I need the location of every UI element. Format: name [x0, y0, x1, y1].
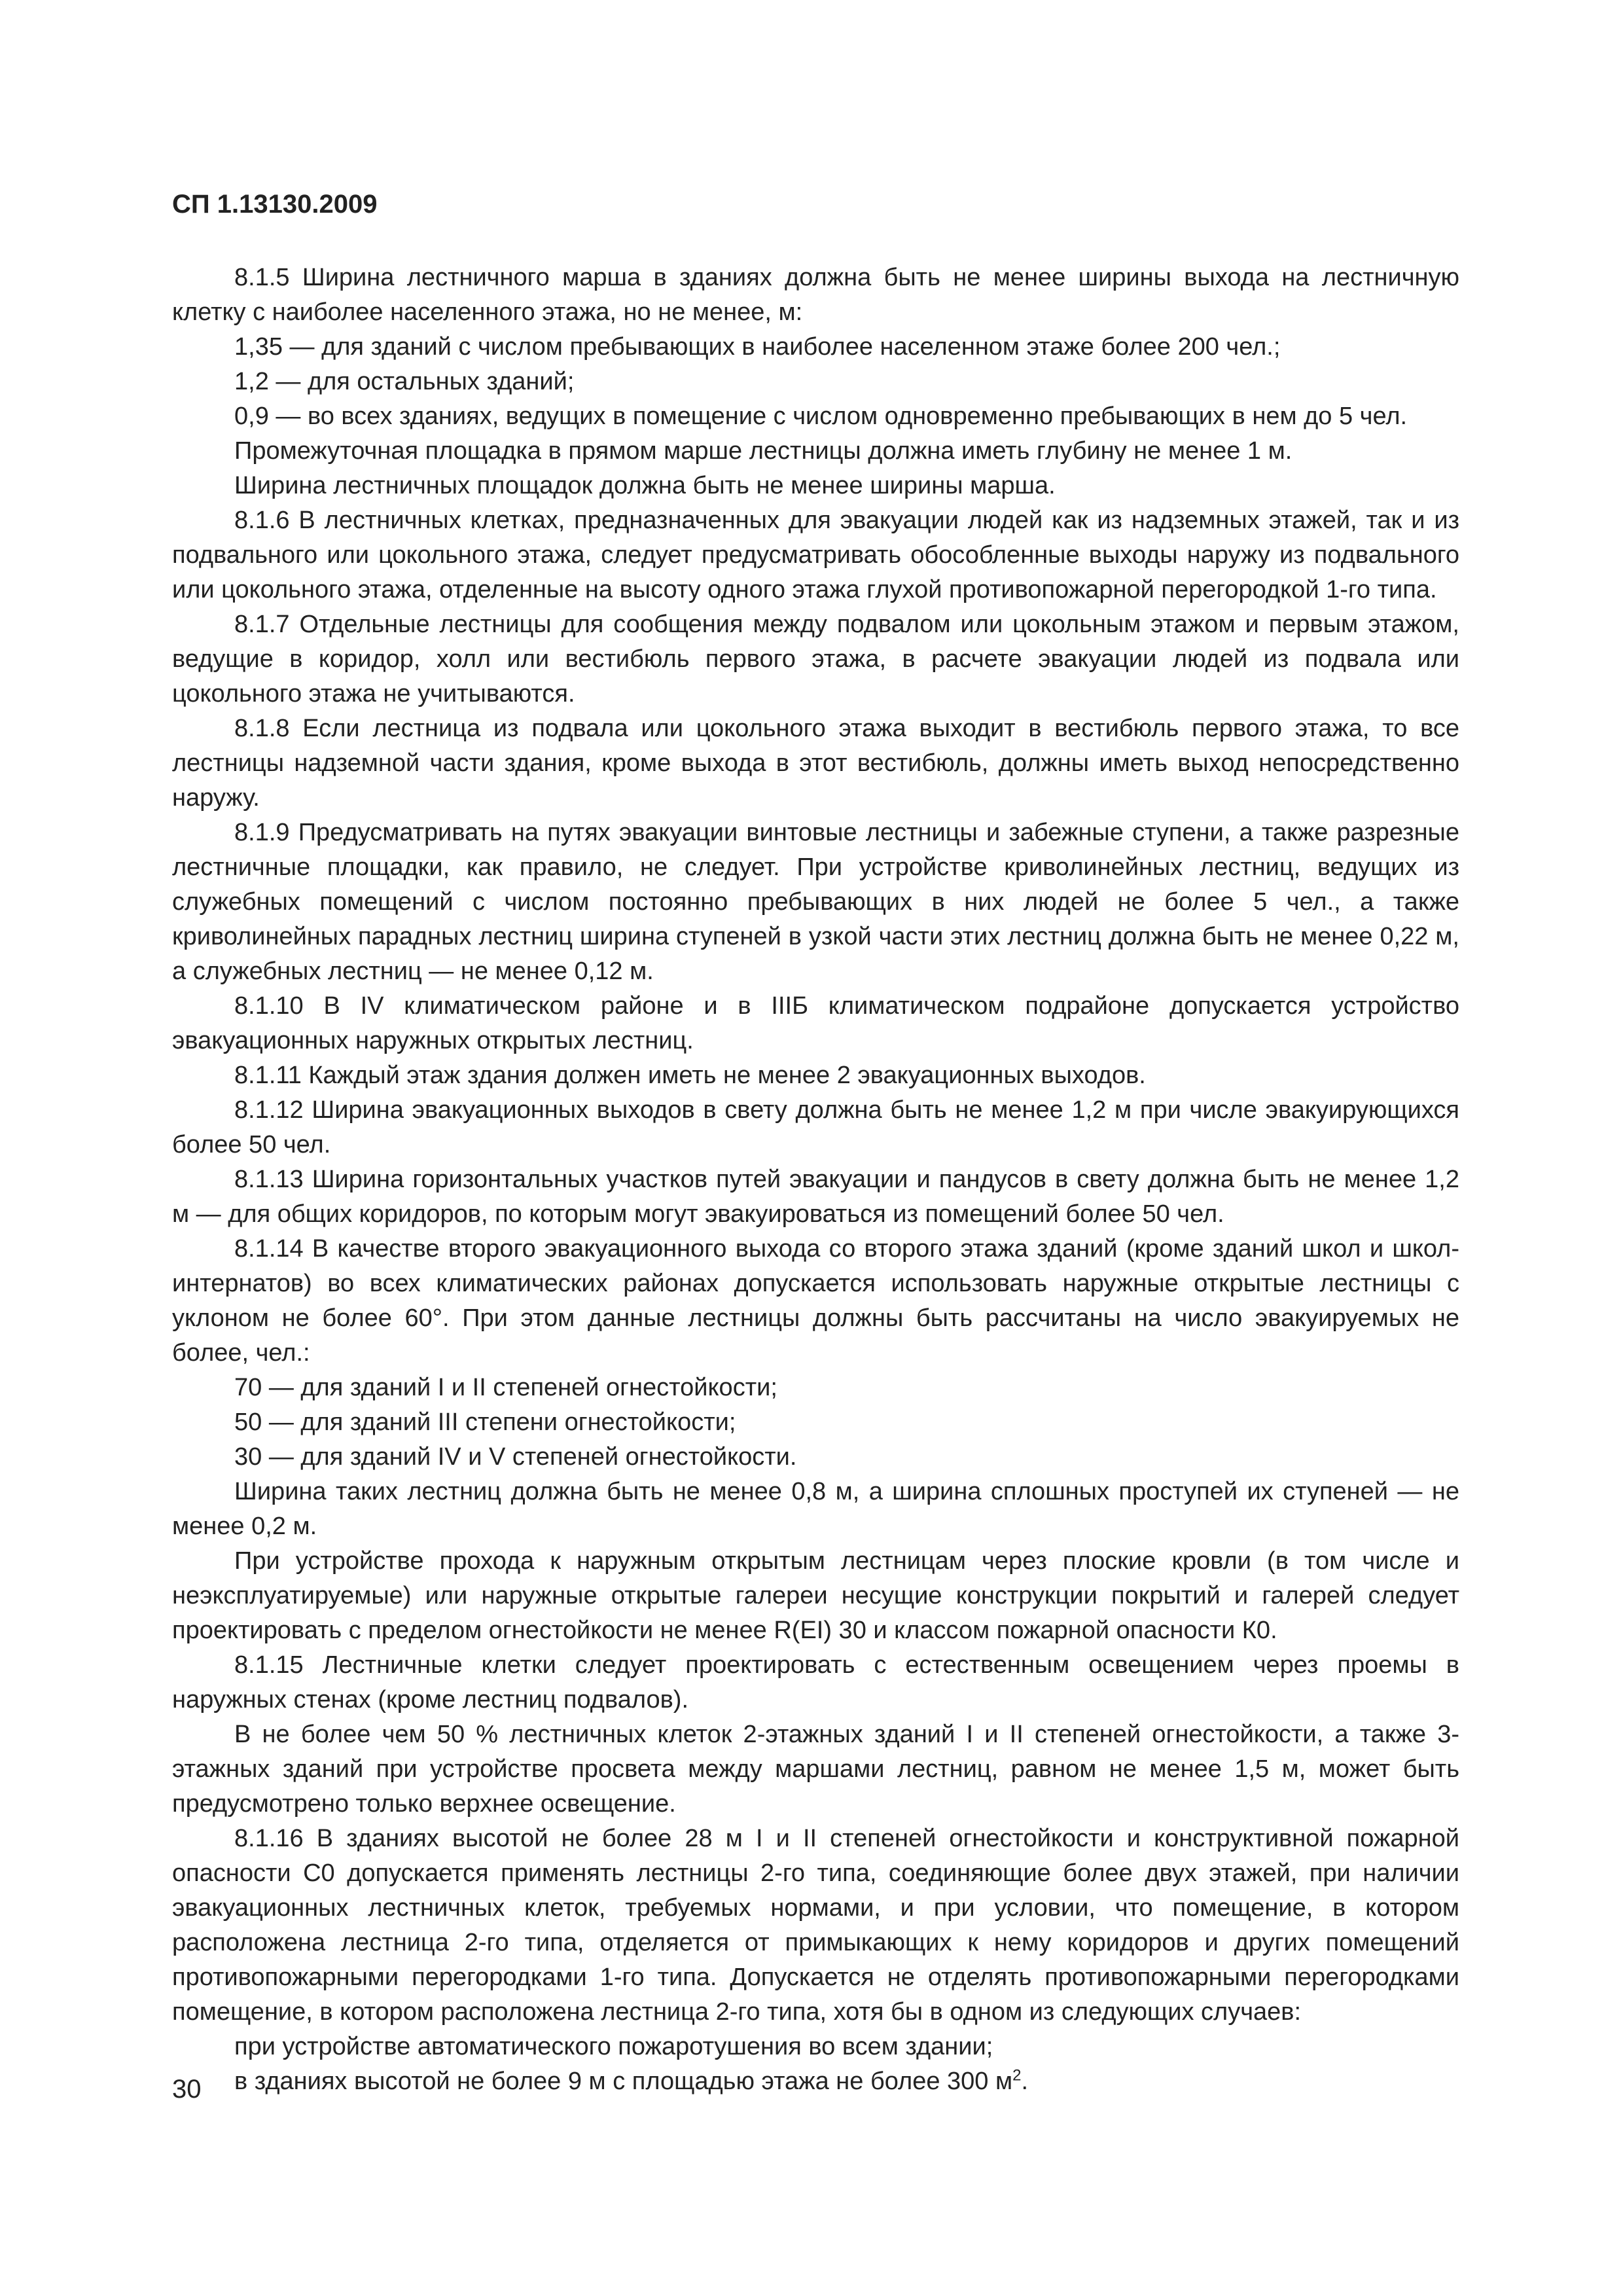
paragraph: Ширина таких лестниц должна быть не менее 0,8 м, а ширина сплошных проступей их ступеней — не менее 0,2 м.: [172, 1478, 1459, 1540]
paragraph: 8.1.12 Ширина эвакуационных выходов в свету должна быть не менее 1,2 м при числе эвакуирующихся более 50 чел.: [172, 1096, 1459, 1158]
paragraph-last-text: в зданиях высотой не более 9 м с площадью этажа не более 300 м: [234, 2068, 1013, 2095]
paragraph: 8.1.5 Ширина лестничного марша в зданиях должна быть не менее ширины выхода на лестничную клетку с наиболее населенного этажа, но не менее, м:: [172, 264, 1459, 326]
paragraph: 8.1.7 Отдельные лестницы для сообщения между подвалом или цокольным этажом и первым этажом, ведущие в коридор, холл или вестибюль первого этажа, в расчете эвакуации людей из подвала или цокольного этажа не учитываются.: [172, 611, 1459, 708]
paragraph: 8.1.8 Если лестница из подвала или цокольного этажа выходит в вестибюль первого этажа, то все лестницы надземной части здания, кроме выхода в этот вестибюль, должны иметь выход непосредственно наружу.: [172, 715, 1459, 812]
paragraph: 1,2 — для остальных зданий;: [234, 368, 575, 395]
paragraph-last: [172, 2064, 1459, 2099]
paragraph: 8.1.16 В зданиях высотой не более 28 м I и II степеней огнестойкости и конструктивной пожарной опасности С0 допускается применять лестницы 2-го типа, соединяющие более двух этажей, при наличии эвакуационных лестничных клеток, требуемых нормами, и при условии, что помещение, в котором расположена лестница 2-го типа, отделяется от примыкающих к нему коридоров и других помещений противопожарными перегородками 1-го типа. Допускается не отделять противопожарными перегородками помещение, в котором расположена лестница 2-го типа, хотя бы в одном из следующих случаев:: [172, 1825, 1459, 2026]
superscript-exponent: 2: [1012, 2066, 1022, 2085]
page-number: 30: [172, 2075, 202, 2104]
paragraph: 1,35 — для зданий с числом пребывающих в наиболее населенном этаже более 200 чел.;: [234, 333, 1281, 361]
paragraph: 30 — для зданий IV и V степеней огнестойкости.: [234, 1443, 797, 1471]
paragraph: 8.1.6 В лестничных клетках, предназначенных для эвакуации людей как из надземных этажей, так и из подвального или цокольного этажа, следует предусматривать обособленные выходы наружу из подвального или цокольного этажа, отделенные на высоту одного этажа глухой противопожарной перегородкой 1-го типа.: [172, 507, 1459, 603]
paragraph: 8.1.13 Ширина горизонтальных участков путей эвакуации и пандусов в свету должна быть не менее 1,2 м — для общих коридоров, по которым могут эвакуироваться из помещений более 50 чел.: [172, 1166, 1459, 1228]
paragraph: Промежуточная площадка в прямом марше лестницы должна иметь глубину не менее 1 м.: [234, 437, 1293, 465]
paragraph: При устройстве прохода к наружным открытым лестницам через плоские кровли (в том числе и неэксплуатируемые) или наружные открытые галереи несущие конструкции покрытий и галерей следует проектировать с пределом огнестойкости не менее R(EI) 30 и классом пожарной опасности К0.: [172, 1547, 1459, 1644]
paragraph: 70 — для зданий I и II степеней огнестойкости;: [234, 1374, 777, 1401]
paragraph: 8.1.14 В качестве второго эвакуационного выхода со второго этажа зданий (кроме зданий школ и школ-интернатов) во всех климатических районах допускается использовать наружные открытые лестницы с уклоном не более 60°. При этом данные лестницы должны быть рассчитаны на число эвакуируемых не более, чел.:: [172, 1235, 1459, 1367]
paragraph-last-tail: .: [1021, 2068, 1029, 2095]
document-code-header: СП 1.13130.2009: [172, 190, 378, 219]
paragraph: 0,9 — во всех зданиях, ведущих в помещение с числом одновременно пребывающих в нем до 5 чел.: [234, 403, 1408, 430]
paragraph: В не более чем 50 % лестничных клеток 2-этажных зданий I и II степеней огнестойкости, а также 3-этажных зданий при устройстве просвета между маршами лестниц, равном не менее 1,5 м, может быть предусмотрено только верхнее освещение.: [172, 1721, 1459, 1818]
paragraph: 50 — для зданий III степени огнестойкости;: [234, 1408, 736, 1436]
paragraph: Ширина лестничных площадок должна быть не менее ширины марша.: [234, 472, 1056, 499]
paragraph: 8.1.9 Предусматривать на путях эвакуации винтовые лестницы и забежные ступени, а также разрезные лестничные площадки, как правило, не следует. При устройстве криволинейных лестниц, ведущих из служебных помещений с числом постоянно пребывающих в них людей не более 5 чел., а также криволинейных парадных лестниц ширина ступеней в узкой части этих лестниц должна быть не менее 0,22 м, а служебных лестниц — не менее 0,12 м.: [172, 819, 1459, 985]
paragraph: 8.1.15 Лестничные клетки следует проектировать с естественным освещением через проемы в наружных стенах (кроме лестниц подвалов).: [172, 1651, 1459, 1713]
document-body: [172, 260, 1459, 2099]
paragraph: при устройстве автоматического пожаротушения во всем здании;: [234, 2033, 993, 2060]
paragraph: 8.1.11 Каждый этаж здания должен иметь не менее 2 эвакуационных выходов.: [234, 1062, 1146, 1089]
paragraph: 8.1.10 В IV климатическом районе и в IIIБ климатическом подрайоне допускается устройство эвакуационных наружных открытых лестниц.: [172, 992, 1459, 1054]
